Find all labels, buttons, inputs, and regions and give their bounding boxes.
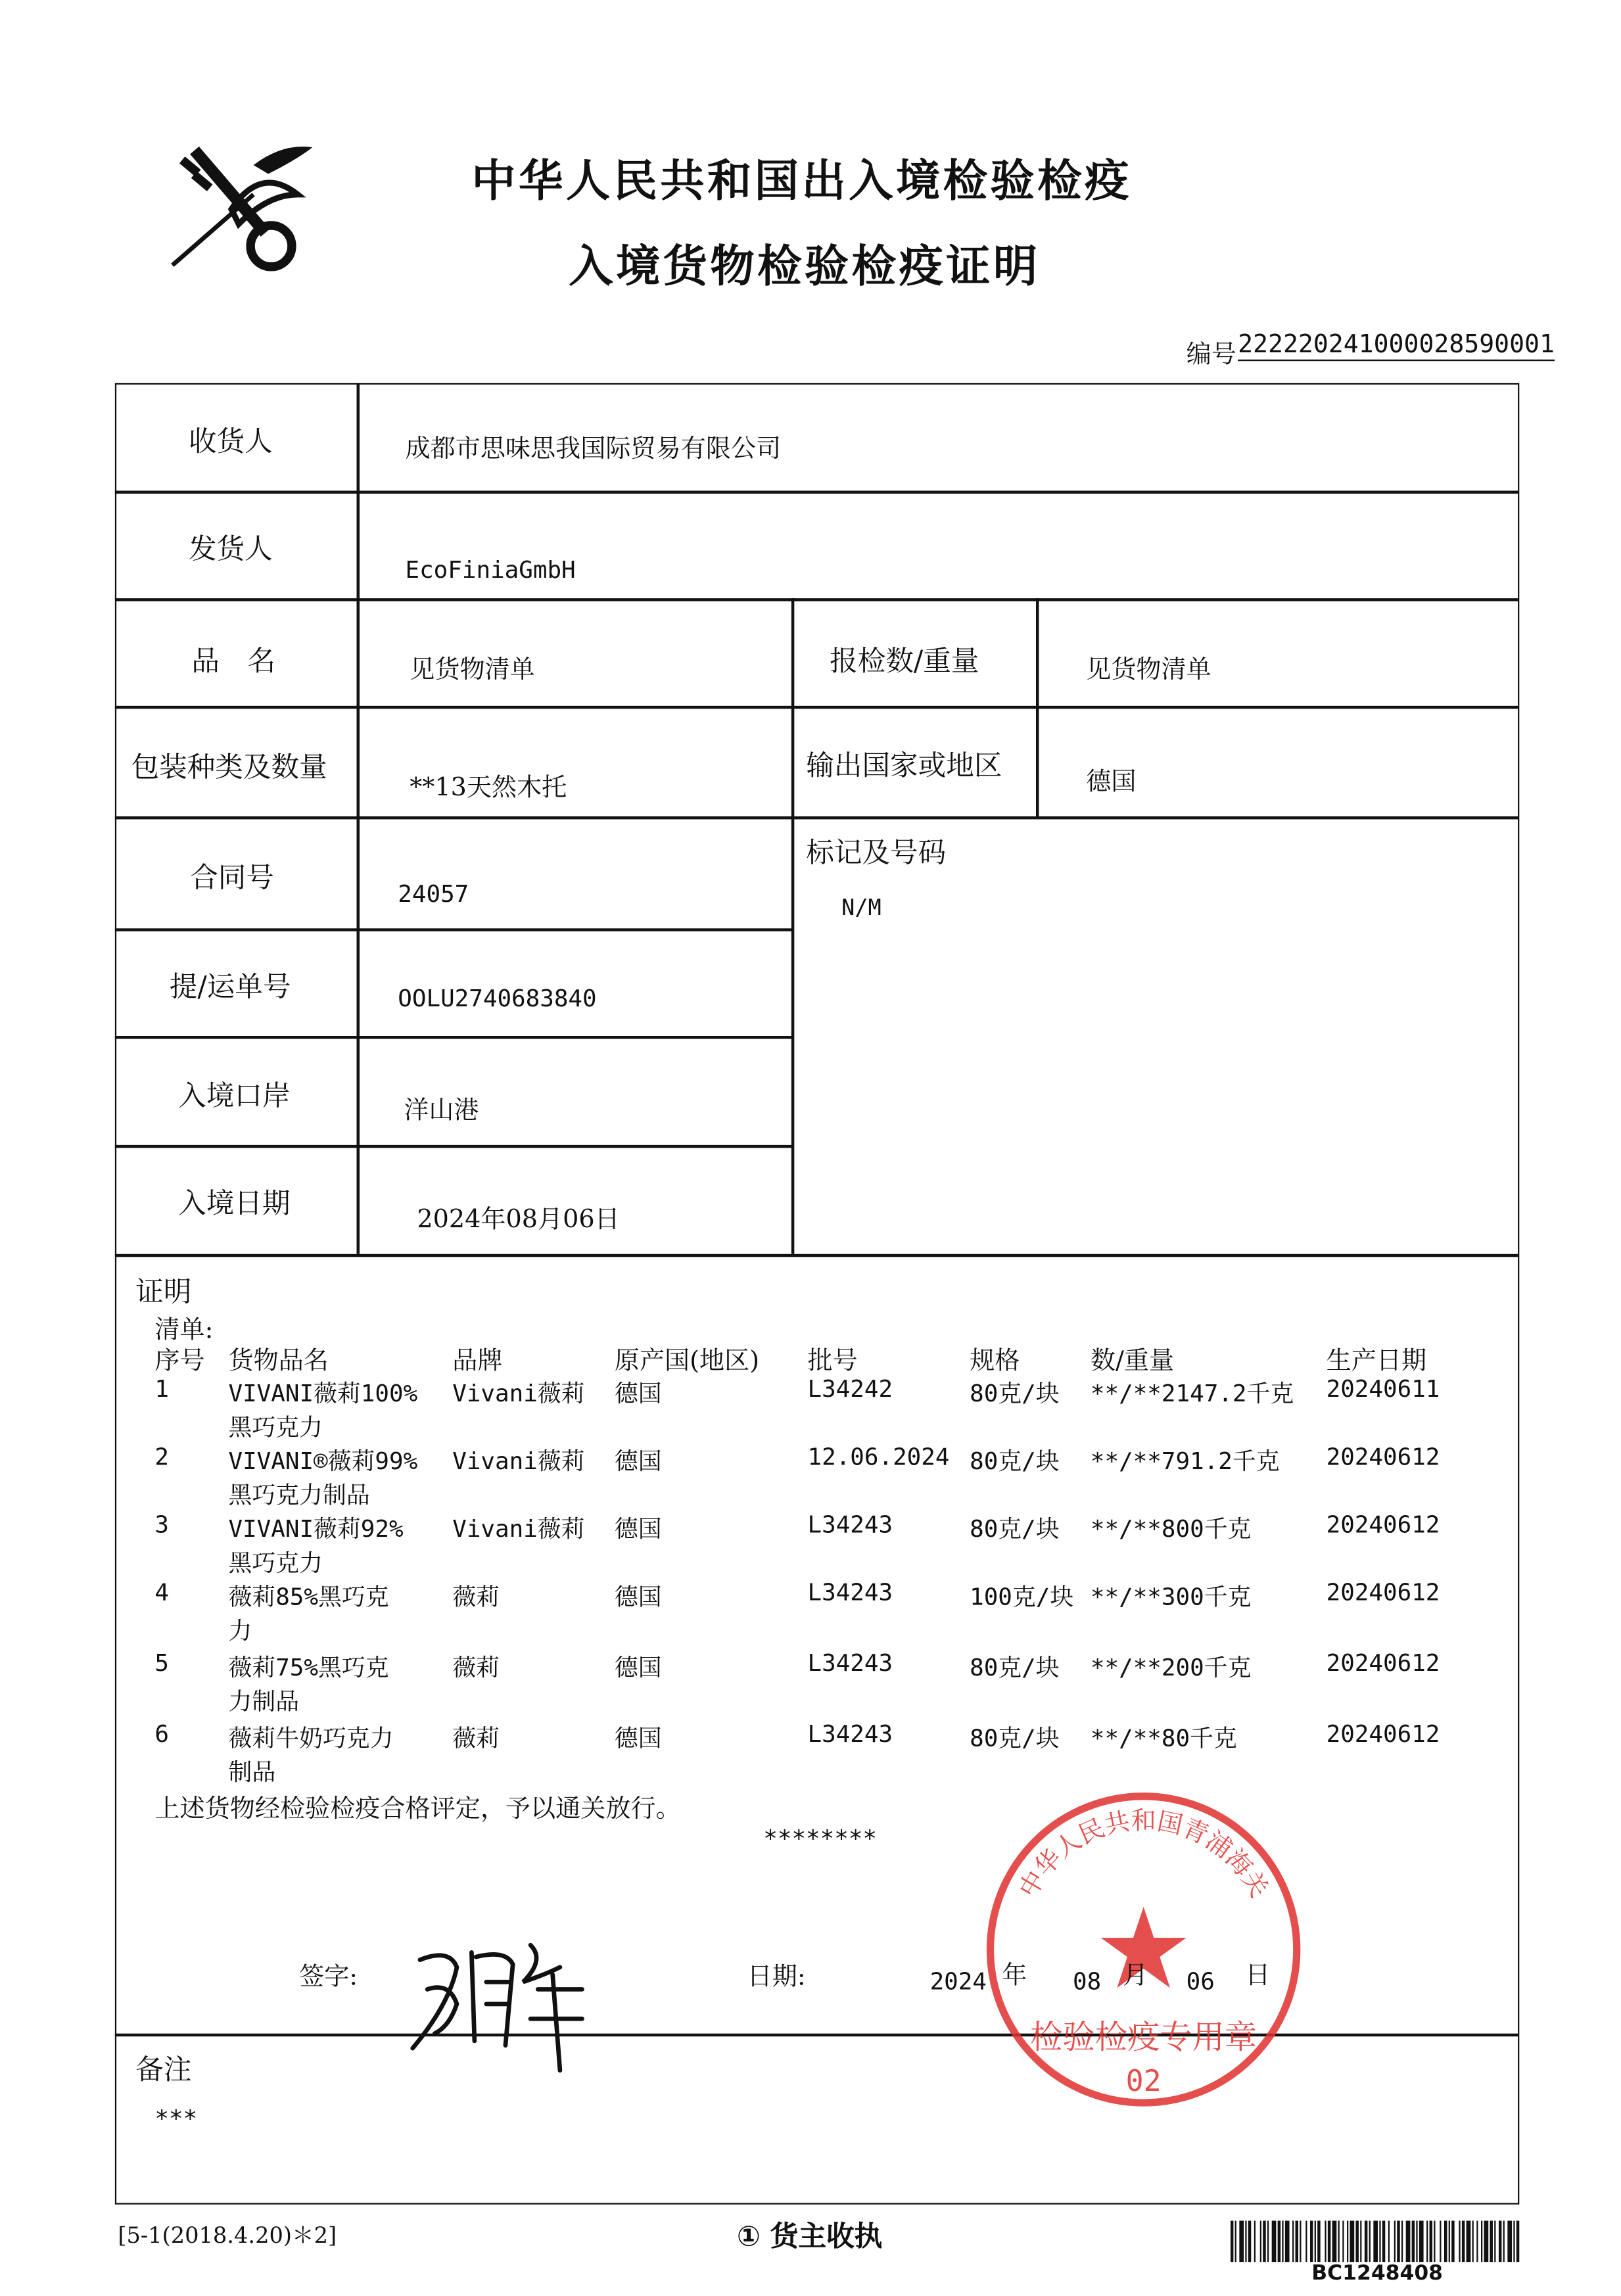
- handwritten-signature: [405, 1915, 611, 2078]
- row-no: 6: [154, 1720, 170, 1748]
- row-no: 3: [154, 1510, 170, 1539]
- row-spec: 80克/块: [970, 1447, 1060, 1476]
- certificate-label: 证明: [135, 1276, 192, 1309]
- contract-no-label: 合同号: [190, 862, 275, 895]
- seal-text-bottom: 检验检疫专用章: [1030, 2018, 1257, 2057]
- barcode-bar: [1388, 2220, 1390, 2262]
- column-header: 规格: [970, 1347, 1020, 1376]
- column-header: 货物品名: [228, 1347, 329, 1376]
- barcode-bar: [1305, 2220, 1307, 2262]
- row-spec: 80克/块: [970, 1379, 1060, 1407]
- title-line1: 中华人民共和国出入境检验检疫: [471, 156, 1132, 208]
- barcode-bar: [1248, 2220, 1251, 2262]
- barcode-bar: [1462, 2220, 1465, 2262]
- barcode-bar: [1292, 2220, 1294, 2262]
- number-label: 编号: [1186, 340, 1236, 370]
- date-year-unit: 年: [1002, 1961, 1027, 1991]
- list-label: 清单:: [154, 1315, 214, 1346]
- barcode-bar: [1310, 2220, 1313, 2262]
- row-divider: [115, 491, 1518, 493]
- barcode-bar: [1350, 2220, 1354, 2262]
- barcode-bar: [1397, 2220, 1399, 2262]
- barcode-bar: [1231, 2220, 1233, 2262]
- barcode-bar: [1503, 2220, 1505, 2262]
- row-production-date: 20240611: [1326, 1374, 1440, 1403]
- row-brand: 薇莉: [452, 1582, 500, 1611]
- barcode-bar: [1315, 2220, 1316, 2262]
- barcode-bar: [1360, 2220, 1361, 2262]
- row-quantity: **/**800千克: [1090, 1514, 1252, 1543]
- barcode-bar: [1260, 2220, 1261, 2262]
- column-header: 品牌: [452, 1347, 503, 1376]
- barcode-bar: [1513, 2220, 1515, 2262]
- row-goods-name: 黑巧克力制品: [228, 1481, 370, 1509]
- quantity-weight-label: 报检数/重量: [830, 645, 979, 678]
- seal-text-top: 中华人民共和国青浦海关: [1013, 1806, 1274, 1902]
- row-batch: L34243: [807, 1720, 893, 1748]
- row-brand: Vivani薇莉: [452, 1447, 585, 1476]
- barcode-bar: [1394, 2220, 1396, 2262]
- date-month-unit: 月: [1123, 1961, 1148, 1991]
- signature-label: 签字:: [299, 1963, 358, 1992]
- row-batch: L34243: [807, 1510, 893, 1539]
- contract-no-value: 24057: [398, 879, 469, 908]
- row-goods-name: 力: [228, 1616, 252, 1645]
- barcode-bar: [1430, 2220, 1432, 2262]
- column-header: 生产日期: [1326, 1347, 1427, 1376]
- barcode-bar: [1369, 2220, 1371, 2262]
- date-label: 日期:: [747, 1963, 806, 1992]
- row-production-date: 20240612: [1326, 1720, 1440, 1748]
- official-seal: [980, 1786, 1307, 2113]
- row-production-date: 20240612: [1326, 1649, 1440, 1677]
- row-batch: 12.06.2024: [807, 1442, 950, 1471]
- entry-date-value: 2024年08月06日: [417, 1205, 620, 1235]
- row-divider: [115, 1254, 1518, 1256]
- row-goods-name: VIVANI薇莉100%: [228, 1379, 418, 1407]
- row-production-date: 20240612: [1326, 1578, 1440, 1606]
- row-quantity: **/**80千克: [1090, 1723, 1237, 1752]
- row-origin: 德国: [614, 1514, 662, 1543]
- marks-label: 标记及号码: [806, 837, 947, 870]
- column-header: 数/重量: [1090, 1347, 1175, 1376]
- barcode-bar: [1401, 2220, 1403, 2262]
- row-goods-name: VIVANI薇莉92%: [228, 1514, 404, 1543]
- barcode-bar: [1434, 2220, 1435, 2262]
- date-month: 08: [1073, 1967, 1102, 1996]
- column-divider: [791, 598, 793, 1254]
- row-spec: 80克/块: [970, 1514, 1060, 1543]
- barcode-bar: [1382, 2220, 1385, 2262]
- row-origin: 德国: [614, 1379, 662, 1407]
- row-quantity: **/**791.2千克: [1090, 1447, 1280, 1476]
- barcode-bar: [1365, 2220, 1367, 2262]
- row-quantity: **/**300千克: [1090, 1582, 1252, 1611]
- barcode-bar: [1317, 2220, 1320, 2262]
- row-goods-name: 薇莉牛奶巧克力: [228, 1723, 394, 1752]
- row-origin: 德国: [614, 1653, 662, 1681]
- row-divider: [115, 706, 1518, 708]
- packaging-value: **13天然木托: [410, 773, 567, 803]
- barcode-bar: [1426, 2220, 1428, 2262]
- row-divider: [115, 816, 1518, 818]
- consignor-value: EcoFiniaGmbH: [405, 555, 576, 584]
- barcode-bar: [1285, 2220, 1290, 2262]
- entry-date-label: 入境日期: [178, 1187, 291, 1221]
- column-header: 批号: [807, 1347, 858, 1376]
- row-goods-name: 黑巧克力: [228, 1413, 323, 1441]
- barcode-bar: [1419, 2220, 1424, 2262]
- goods-name-label: 品 名: [191, 645, 276, 678]
- barcode-bar: [1282, 2220, 1283, 2262]
- packaging-label: 包装种类及数量: [131, 751, 327, 784]
- barcode-text: BC1248408: [1311, 2262, 1444, 2286]
- barcode-bar: [1406, 2220, 1411, 2262]
- barcode-bar: [1355, 2220, 1358, 2262]
- barcode-bar: [1263, 2220, 1265, 2262]
- barcode-bar: [1239, 2220, 1244, 2262]
- seal-code: 02: [1125, 2063, 1162, 2099]
- bl-no-value: OOLU2740683840: [398, 984, 597, 1013]
- customs-emblem-logo: [165, 135, 327, 283]
- certificate-number: 222220241000028590001: [1238, 330, 1555, 361]
- row-brand: 薇莉: [452, 1653, 500, 1681]
- remarks-value: ***: [154, 2104, 198, 2132]
- certificate-table: [115, 383, 1519, 2205]
- row-brand: Vivani薇莉: [452, 1379, 585, 1407]
- row-divider: [115, 2034, 1518, 2036]
- row-production-date: 20240612: [1326, 1442, 1440, 1471]
- barcode-bar: [1499, 2220, 1501, 2262]
- row-production-date: 20240612: [1326, 1510, 1440, 1539]
- barcode-bar: [1300, 2220, 1301, 2262]
- consignor-label: 发货人: [188, 533, 273, 566]
- row-origin: 德国: [614, 1582, 662, 1611]
- statement: 上述货物经检验检疫合格评定，予以通关放行。: [154, 1794, 681, 1825]
- end-mark: ********: [763, 1824, 878, 1852]
- row-spec: 100克/块: [970, 1582, 1074, 1611]
- barcode-bar: [1379, 2220, 1380, 2262]
- barcode-bar: [1449, 2220, 1450, 2262]
- row-goods-name: 力制品: [228, 1687, 300, 1716]
- barcode-bar: [1325, 2220, 1326, 2262]
- row-origin: 德国: [614, 1723, 662, 1752]
- barcode-bar: [1373, 2220, 1378, 2262]
- export-country-label: 输出国家或地区: [806, 750, 1002, 783]
- row-divider: [115, 598, 1518, 600]
- column-divider: [357, 383, 359, 1254]
- date-day-unit: 日: [1245, 1961, 1271, 1991]
- consignee-label: 收货人: [188, 425, 273, 459]
- barcode-bar: [1476, 2220, 1478, 2262]
- row-batch: L34242: [807, 1374, 893, 1403]
- row-no: 4: [154, 1578, 170, 1606]
- barcode-bar: [1347, 2220, 1348, 2262]
- row-spec: 80克/块: [970, 1653, 1060, 1681]
- row-batch: L34243: [807, 1578, 893, 1606]
- copy-label: ① 货主收执: [736, 2220, 883, 2253]
- barcode-bar: [1267, 2220, 1269, 2262]
- barcode-bar: [1451, 2220, 1454, 2262]
- row-origin: 德国: [614, 1447, 662, 1476]
- row-no: 1: [154, 1374, 170, 1403]
- row-brand: Vivani薇莉: [452, 1514, 585, 1543]
- barcode-bar: [1254, 2220, 1256, 2262]
- barcode-bar: [1490, 2220, 1492, 2262]
- row-no: 5: [154, 1649, 170, 1677]
- barcode-bar: [1328, 2220, 1330, 2262]
- barcode: [1231, 2220, 1525, 2264]
- barcode-bar: [1272, 2220, 1277, 2262]
- barcode-bar: [1342, 2220, 1344, 2262]
- row-batch: L34243: [807, 1649, 893, 1677]
- column-divider: [1036, 598, 1038, 816]
- row-brand: 薇莉: [452, 1723, 500, 1752]
- export-country-value: 德国: [1086, 767, 1137, 797]
- remarks-label: 备注: [135, 2054, 192, 2087]
- row-goods-name: 制品: [228, 1758, 276, 1787]
- row-divider: [115, 928, 793, 930]
- title-line2: 入境货物检验检疫证明: [569, 241, 1041, 294]
- barcode-bar: [1338, 2220, 1340, 2262]
- column-header: 原产国(地区): [614, 1347, 760, 1376]
- barcode-bar: [1459, 2220, 1460, 2262]
- quantity-weight-value: 见货物清单: [1086, 655, 1211, 686]
- barcode-bar: [1412, 2220, 1415, 2262]
- barcode-bar: [1467, 2220, 1471, 2262]
- date-day: 06: [1186, 1967, 1215, 1996]
- barcode-bar: [1516, 2220, 1519, 2262]
- port-label: 入境口岸: [178, 1080, 291, 1113]
- barcode-bar: [1481, 2220, 1482, 2262]
- barcode-bar: [1484, 2220, 1488, 2262]
- port-value: 洋山港: [404, 1096, 479, 1126]
- barcode-bar: [1494, 2220, 1495, 2262]
- consignee-value: 成都市思味思我国际贸易有限公司: [405, 434, 782, 465]
- barcode-bar: [1296, 2220, 1298, 2262]
- barcode-bar: [1440, 2220, 1441, 2262]
- row-goods-name: 黑巧克力: [228, 1549, 323, 1577]
- row-no: 2: [154, 1442, 170, 1471]
- barcode-bar: [1507, 2220, 1512, 2262]
- barcode-bar: [1332, 2220, 1337, 2262]
- column-header: 序号: [154, 1347, 205, 1376]
- row-quantity: **/**2147.2千克: [1090, 1379, 1294, 1407]
- row-quantity: **/**200千克: [1090, 1653, 1252, 1681]
- barcode-bar: [1416, 2220, 1417, 2262]
- date-year: 2024: [929, 1967, 987, 1996]
- barcode-bar: [1444, 2220, 1447, 2262]
- row-spec: 80克/块: [970, 1723, 1060, 1752]
- goods-name-value: 见货物清单: [410, 655, 535, 686]
- barcode-bar: [1472, 2220, 1474, 2262]
- row-goods-name: VIVANI®薇莉99%: [228, 1447, 418, 1476]
- bl-no-label: 提/运单号: [169, 971, 291, 1004]
- row-goods-name: 薇莉85%黑巧克: [228, 1582, 389, 1611]
- row-divider: [115, 1036, 793, 1038]
- barcode-bar: [1278, 2220, 1280, 2262]
- row-divider: [115, 1145, 793, 1147]
- marks-value: N/M: [841, 894, 881, 922]
- barcode-bar: [1245, 2220, 1246, 2262]
- row-goods-name: 薇莉75%黑巧克: [228, 1653, 389, 1681]
- form-code: [5-1(2018.4.20)＊2]: [118, 2222, 337, 2249]
- barcode-bar: [1235, 2220, 1236, 2262]
